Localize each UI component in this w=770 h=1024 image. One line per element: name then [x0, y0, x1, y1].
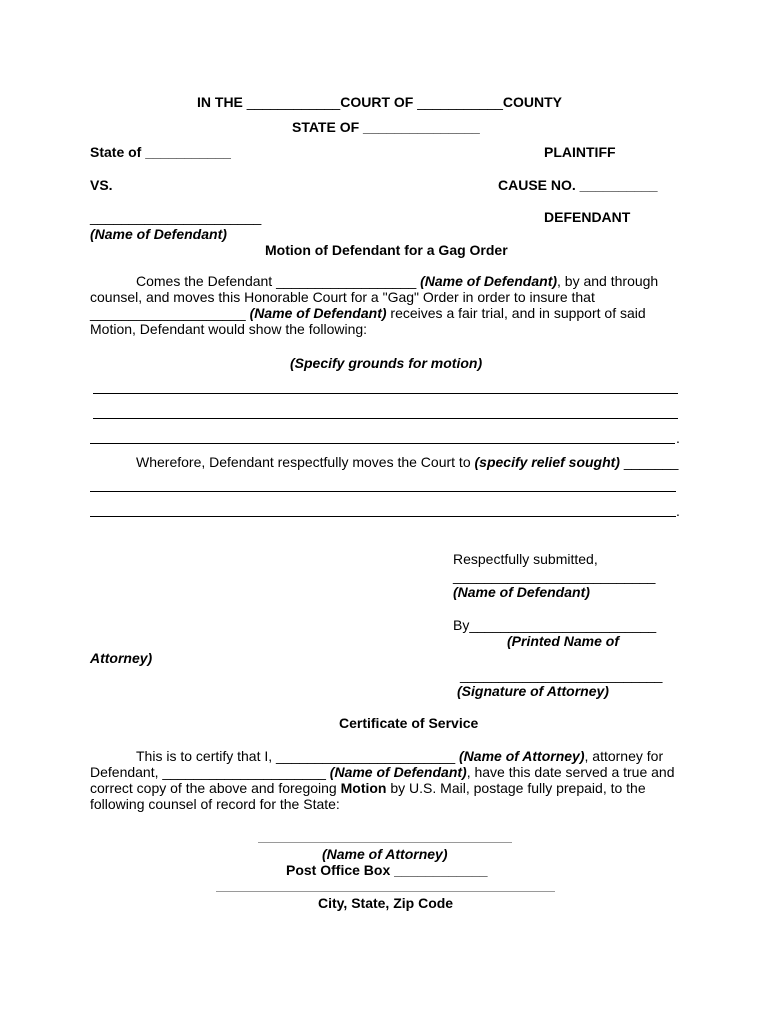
state-of-field: State of ___________ — [90, 144, 231, 160]
grounds-line — [93, 393, 678, 394]
attorney-signature-blank: __________________________ — [460, 667, 663, 683]
relief-period: . — [676, 503, 680, 519]
county-label: COUNTY — [502, 94, 562, 110]
name-of-defendant-caption: (Name of Defendant) — [453, 584, 590, 600]
wherefore-line: Wherefore, Defendant respectfully moves the Court to (specify relief sought) _______ — [136, 454, 679, 470]
relief-line — [90, 491, 676, 492]
printed-name-caption: (Printed Name of — [507, 633, 620, 649]
grounds-line — [90, 443, 675, 444]
document-title: Motion of Defendant for a Gag Order — [265, 242, 508, 258]
versus-label: VS. — [90, 177, 113, 193]
city-state-zip-line — [216, 891, 555, 892]
certificate-paragraph: This is to certify that I, _______________________ (Name of Attorney), attorney for Defendant, _____________________ (Name of Defendant), have this date served a true and correct copy of the above and foregoing Motion by U.S. Mail, postage fully prepaid, to the following counsel of record for the State: — [90, 748, 675, 812]
in-the-label: IN THE — [197, 94, 243, 110]
attorney-name-line — [258, 842, 512, 843]
court-of-label: COURT OF — [340, 94, 414, 110]
grounds-period: . — [676, 430, 680, 446]
respectfully-submitted: Respectfully submitted, — [453, 551, 598, 567]
signature-of-attorney-caption: (Signature of Attorney) — [457, 683, 609, 699]
post-office-box-field: Post Office Box ____________ — [286, 862, 488, 878]
state-header-line: STATE OF _______________ — [292, 119, 480, 135]
court-header-line — [197, 94, 562, 110]
name-of-defendant-caption: (Name of Defendant) — [90, 226, 227, 242]
defendant-signature-blank: __________________________ — [453, 568, 656, 584]
attorney-caption: Attorney) — [90, 650, 153, 666]
cause-number-field: CAUSE NO. __________ — [498, 177, 658, 193]
defendant-label: DEFENDANT — [544, 209, 631, 225]
relief-line — [90, 516, 676, 517]
county-blank: ___________ — [417, 94, 503, 110]
specify-grounds-caption: (Specify grounds for motion) — [290, 355, 483, 371]
defendant-name-blank: ______________________ — [90, 209, 262, 225]
grounds-line — [93, 418, 678, 419]
motion-paragraph: Comes the Defendant __________________ (Name of Defendant), by and through counsel, and moves this Honorable Court for a "Gag" Order in order to insure that ____________________ (Name of Defendant) receives a fair trial, and in support of said Motion, Defendant would show the following: — [90, 273, 659, 337]
by-line: By________________________ — [453, 617, 657, 633]
court-blank: ____________ — [246, 94, 341, 110]
certificate-title: Certificate of Service — [339, 715, 479, 731]
name-of-attorney-caption: (Name of Attorney) — [322, 846, 448, 862]
city-state-zip-caption: City, State, Zip Code — [318, 895, 454, 911]
plaintiff-label: PLAINTIFF — [544, 144, 616, 160]
